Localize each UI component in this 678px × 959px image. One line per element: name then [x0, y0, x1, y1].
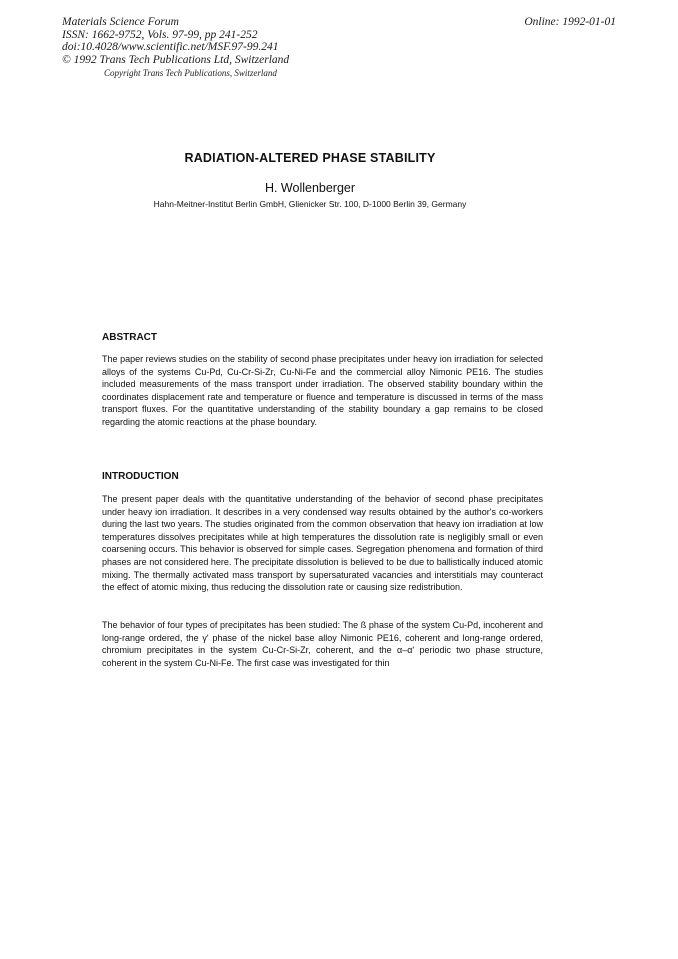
abstract-text: The paper reviews studies on the stability of second phase precipitates under heavy ion irradiation for selected alloys of the systems Cu-Pd, Cu-Cr-Si-Zr, Cu-Ni-Fe and the commercial alloy Nimonic PE16. The studies included measurements of the mass transport under irradiation. The observed stability boundary within the coordinates displacement rate and temperature or fluence and temperature is discussed in terms of the mass transport fluxes. For the quantitative understanding of the stability boundary a gap remains to be closed regarding the atomic reactions at the phase boundary.	[102, 354, 543, 427]
publisher-line: © 1992 Trans Tech Publications Ltd, Switzerland	[62, 53, 290, 66]
issn-line: ISSN: 1662-9752, Vols. 97-99, pp 241-252	[62, 28, 258, 41]
paper-title: RADIATION-ALTERED PHASE STABILITY	[184, 151, 436, 165]
abstract-heading: ABSTRACT	[102, 332, 157, 343]
copyright-stamp: Copyright Trans Tech Publications, Switzerland	[104, 68, 277, 78]
journal-name: Materials Science Forum	[62, 16, 179, 28]
introduction-heading: INTRODUCTION	[102, 471, 179, 482]
introduction-paragraph-2: The behavior of four types of precipitates has been studied: The ß phase of the system Cu-Pd, incoherent and long-range ordered, the γ' phase of the nickel base alloy Nimonic PE16, coherent and long-range ordered, chromium precipitates in the system Cu-Cr-Si-Zr, coherent, and the α–α' periodic two phase structure, coherent in the system Cu-Ni-Fe. The first case was investigated for thin	[102, 620, 543, 668]
paper-author: H. Wollenberger	[264, 181, 356, 195]
online-date: Online: 1992-01-01	[524, 16, 616, 28]
introduction-paragraph-1: The present paper deals with the quantitative understanding of the behavior of second phase precipitates under heavy ion irradiation. It describes in a very condensed way results obtained by the author's co-workers during the last two years. The studies originated from the common observation that heavy ion irradiation at low temperatures dissolves precipitates while at high temperatures the dissolution rate is negligibly small or even coarsening occurs. This behavior is observed for simple cases. Segregation phenomena and formation of third phases are not considered here. The precipitate dissolution is believed to be due to ballistically induced atomic mixing. The thermally activated mass transport by supersaturated vacancies and interstitials may counteract the effect of atomic mixing, thus reducing the dissolution rate or causing size redistribution.	[102, 494, 543, 593]
author-affiliation: Hahn-Meitner-Institut Berlin GmbH, Glienicker Str. 100, D-1000 Berlin 39, Germany	[153, 199, 467, 209]
journal-meta	[62, 16, 289, 66]
doi-line[interactable]: doi:10.4028/www.scientific.net/MSF.97-99.241	[62, 41, 279, 53]
